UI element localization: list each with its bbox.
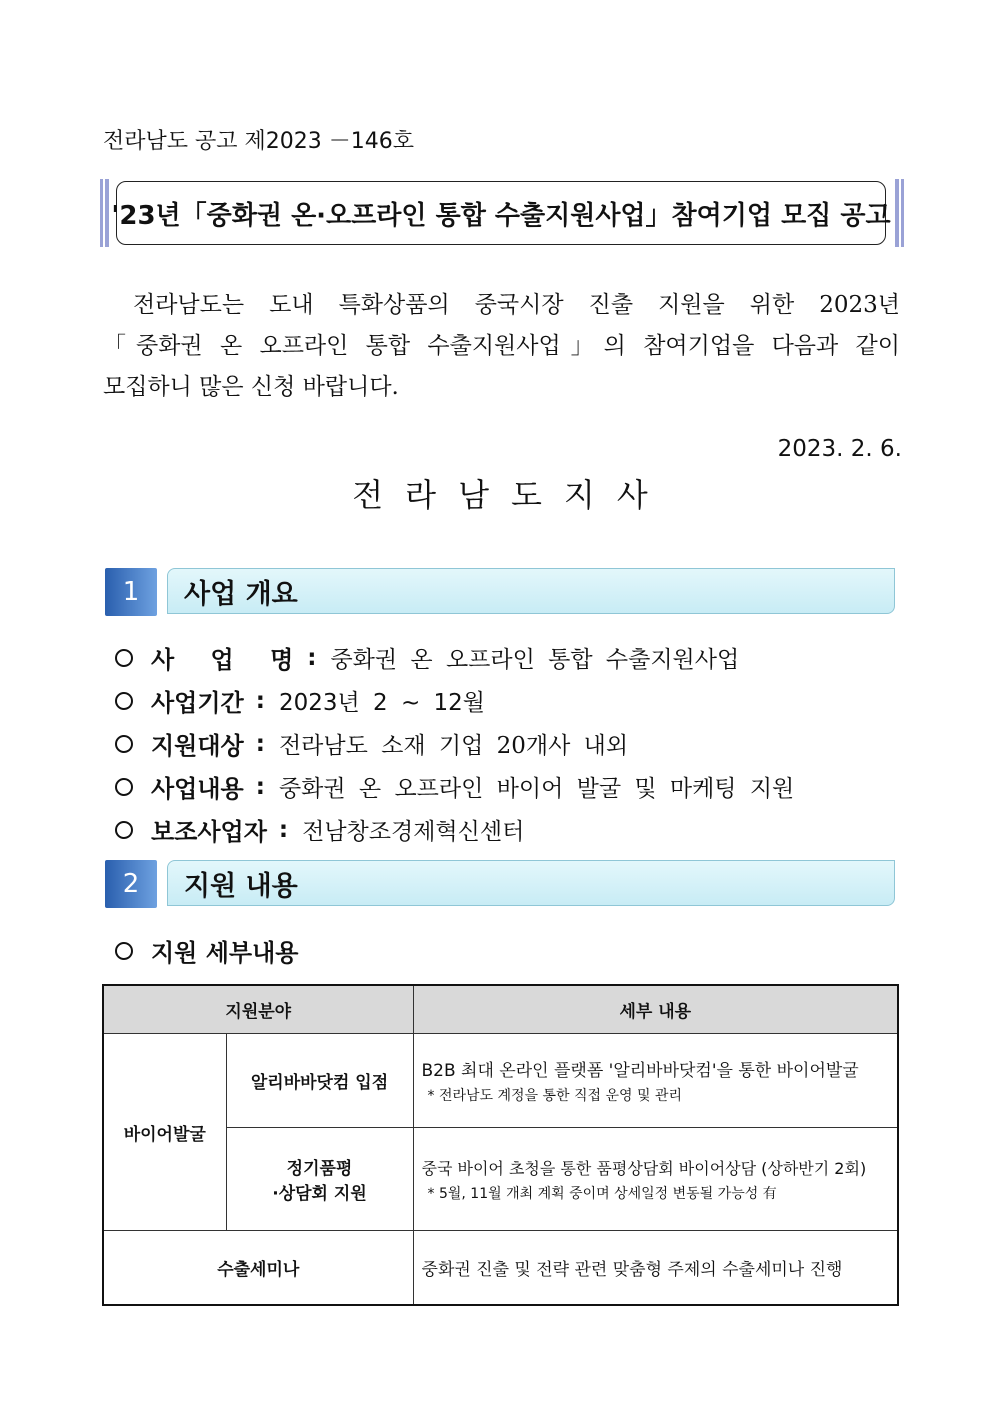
announcement-date: 2023. 2. 6. (777, 436, 902, 462)
field-line-1: 정기품평 (286, 1159, 353, 1179)
section-2-number: 2 (105, 860, 157, 908)
desc-text: B2B 최대 온라인 플랫폼 '알리바바닷컴'을 통한 바이어발굴 (421, 1061, 859, 1081)
group-buyer-discovery: 바이어발굴 (103, 1034, 226, 1231)
support-details-heading (115, 933, 298, 968)
section-2-header (105, 860, 897, 908)
list-item (115, 765, 794, 808)
issuer-name: 전라남도지사 (352, 476, 670, 514)
item-value: 중화권 온 오프라인 바이어 발굴 및 마케팅 지원 (278, 776, 795, 802)
intro-line-2: 「중화권 온 오프라인 통합 수출지원사업」의 참여기업을 다음과 같이 (103, 333, 900, 359)
item-value: 2023년 2 ~ 12월 (278, 690, 486, 716)
section-1-header (105, 568, 897, 616)
title-right-bar (895, 179, 904, 247)
circle-bullet-icon (115, 649, 133, 667)
intro-line-3: 모집하니 많은 신청 바랍니다. (103, 374, 399, 400)
item-separator: : (255, 773, 265, 800)
item-value: 전남창조경제혁신센터 (302, 819, 525, 845)
item-label: 지원대상 (151, 732, 244, 760)
circle-bullet-icon (115, 942, 133, 960)
desc-cell: 중화권 진출 및 전략 관련 맞춤형 주제의 수출세미나 진행 (413, 1231, 898, 1305)
desc-text: 중국 바이어 초청을 통한 품평상담회 바이어상담 (상하반기 2회) (421, 1158, 867, 1178)
circle-bullet-icon (115, 778, 133, 796)
list-item (115, 636, 794, 679)
field-line-2: ·상담회 지원 (272, 1184, 367, 1204)
item-separator: : (255, 730, 265, 757)
list-item (115, 808, 794, 851)
item-separator: : (278, 816, 289, 843)
desc-cell (413, 1128, 898, 1231)
item-value: 중화권 온 오프라인 통합 수출지원사업 (330, 647, 740, 673)
intro-paragraph (103, 285, 900, 408)
document-title: '23년「중화권 온·오프라인 통합 수출지원사업」참여기업 모집 공고 (116, 181, 886, 245)
overview-list (115, 636, 794, 851)
item-separator: : (307, 644, 317, 671)
title-banner (100, 179, 904, 247)
table-row (103, 1034, 898, 1128)
item-separator: : (255, 687, 265, 714)
desc-note: * 전라남도 계정을 통한 직접 운영 및 관리 (427, 1088, 683, 1104)
section-1-number: 1 (105, 568, 157, 616)
subheading-text: 지원 세부내용 (151, 939, 299, 967)
list-item (115, 679, 794, 722)
notice-number: 전라남도 공고 제2023 －146호 (103, 129, 414, 154)
item-label: 사업내용 (151, 775, 244, 803)
desc-note: * 5월, 11월 개최 계획 중이며 상세일정 변동될 가능성 有 (427, 1185, 777, 1202)
header-field: 지원분야 (103, 985, 413, 1034)
item-label: 보조사업자 (151, 818, 267, 846)
desc-cell (413, 1034, 898, 1128)
item-value: 전라남도 소재 기업 20개사 내외 (278, 733, 629, 759)
table-row (103, 1231, 898, 1305)
item-label: 사업기간 (151, 689, 244, 717)
table-header-row (103, 985, 898, 1034)
intro-line-1: 전라남도는 도내 특화상품의 중국시장 진출 지원을 위한 2023년 (133, 292, 900, 318)
circle-bullet-icon (115, 692, 133, 710)
list-item (115, 722, 794, 765)
circle-bullet-icon (115, 821, 133, 839)
support-details-table (102, 984, 899, 1306)
field-cell: 수출세미나 (103, 1231, 413, 1305)
circle-bullet-icon (115, 735, 133, 753)
header-details: 세부 내용 (413, 985, 898, 1034)
field-cell: 알리바바닷컴 입점 (226, 1034, 413, 1128)
title-left-bar (100, 179, 109, 247)
item-label: 사 업 명 (151, 646, 308, 674)
section-2-title: 지원 내용 (167, 860, 895, 906)
field-cell (226, 1128, 413, 1231)
section-1-title: 사업 개요 (167, 568, 895, 614)
